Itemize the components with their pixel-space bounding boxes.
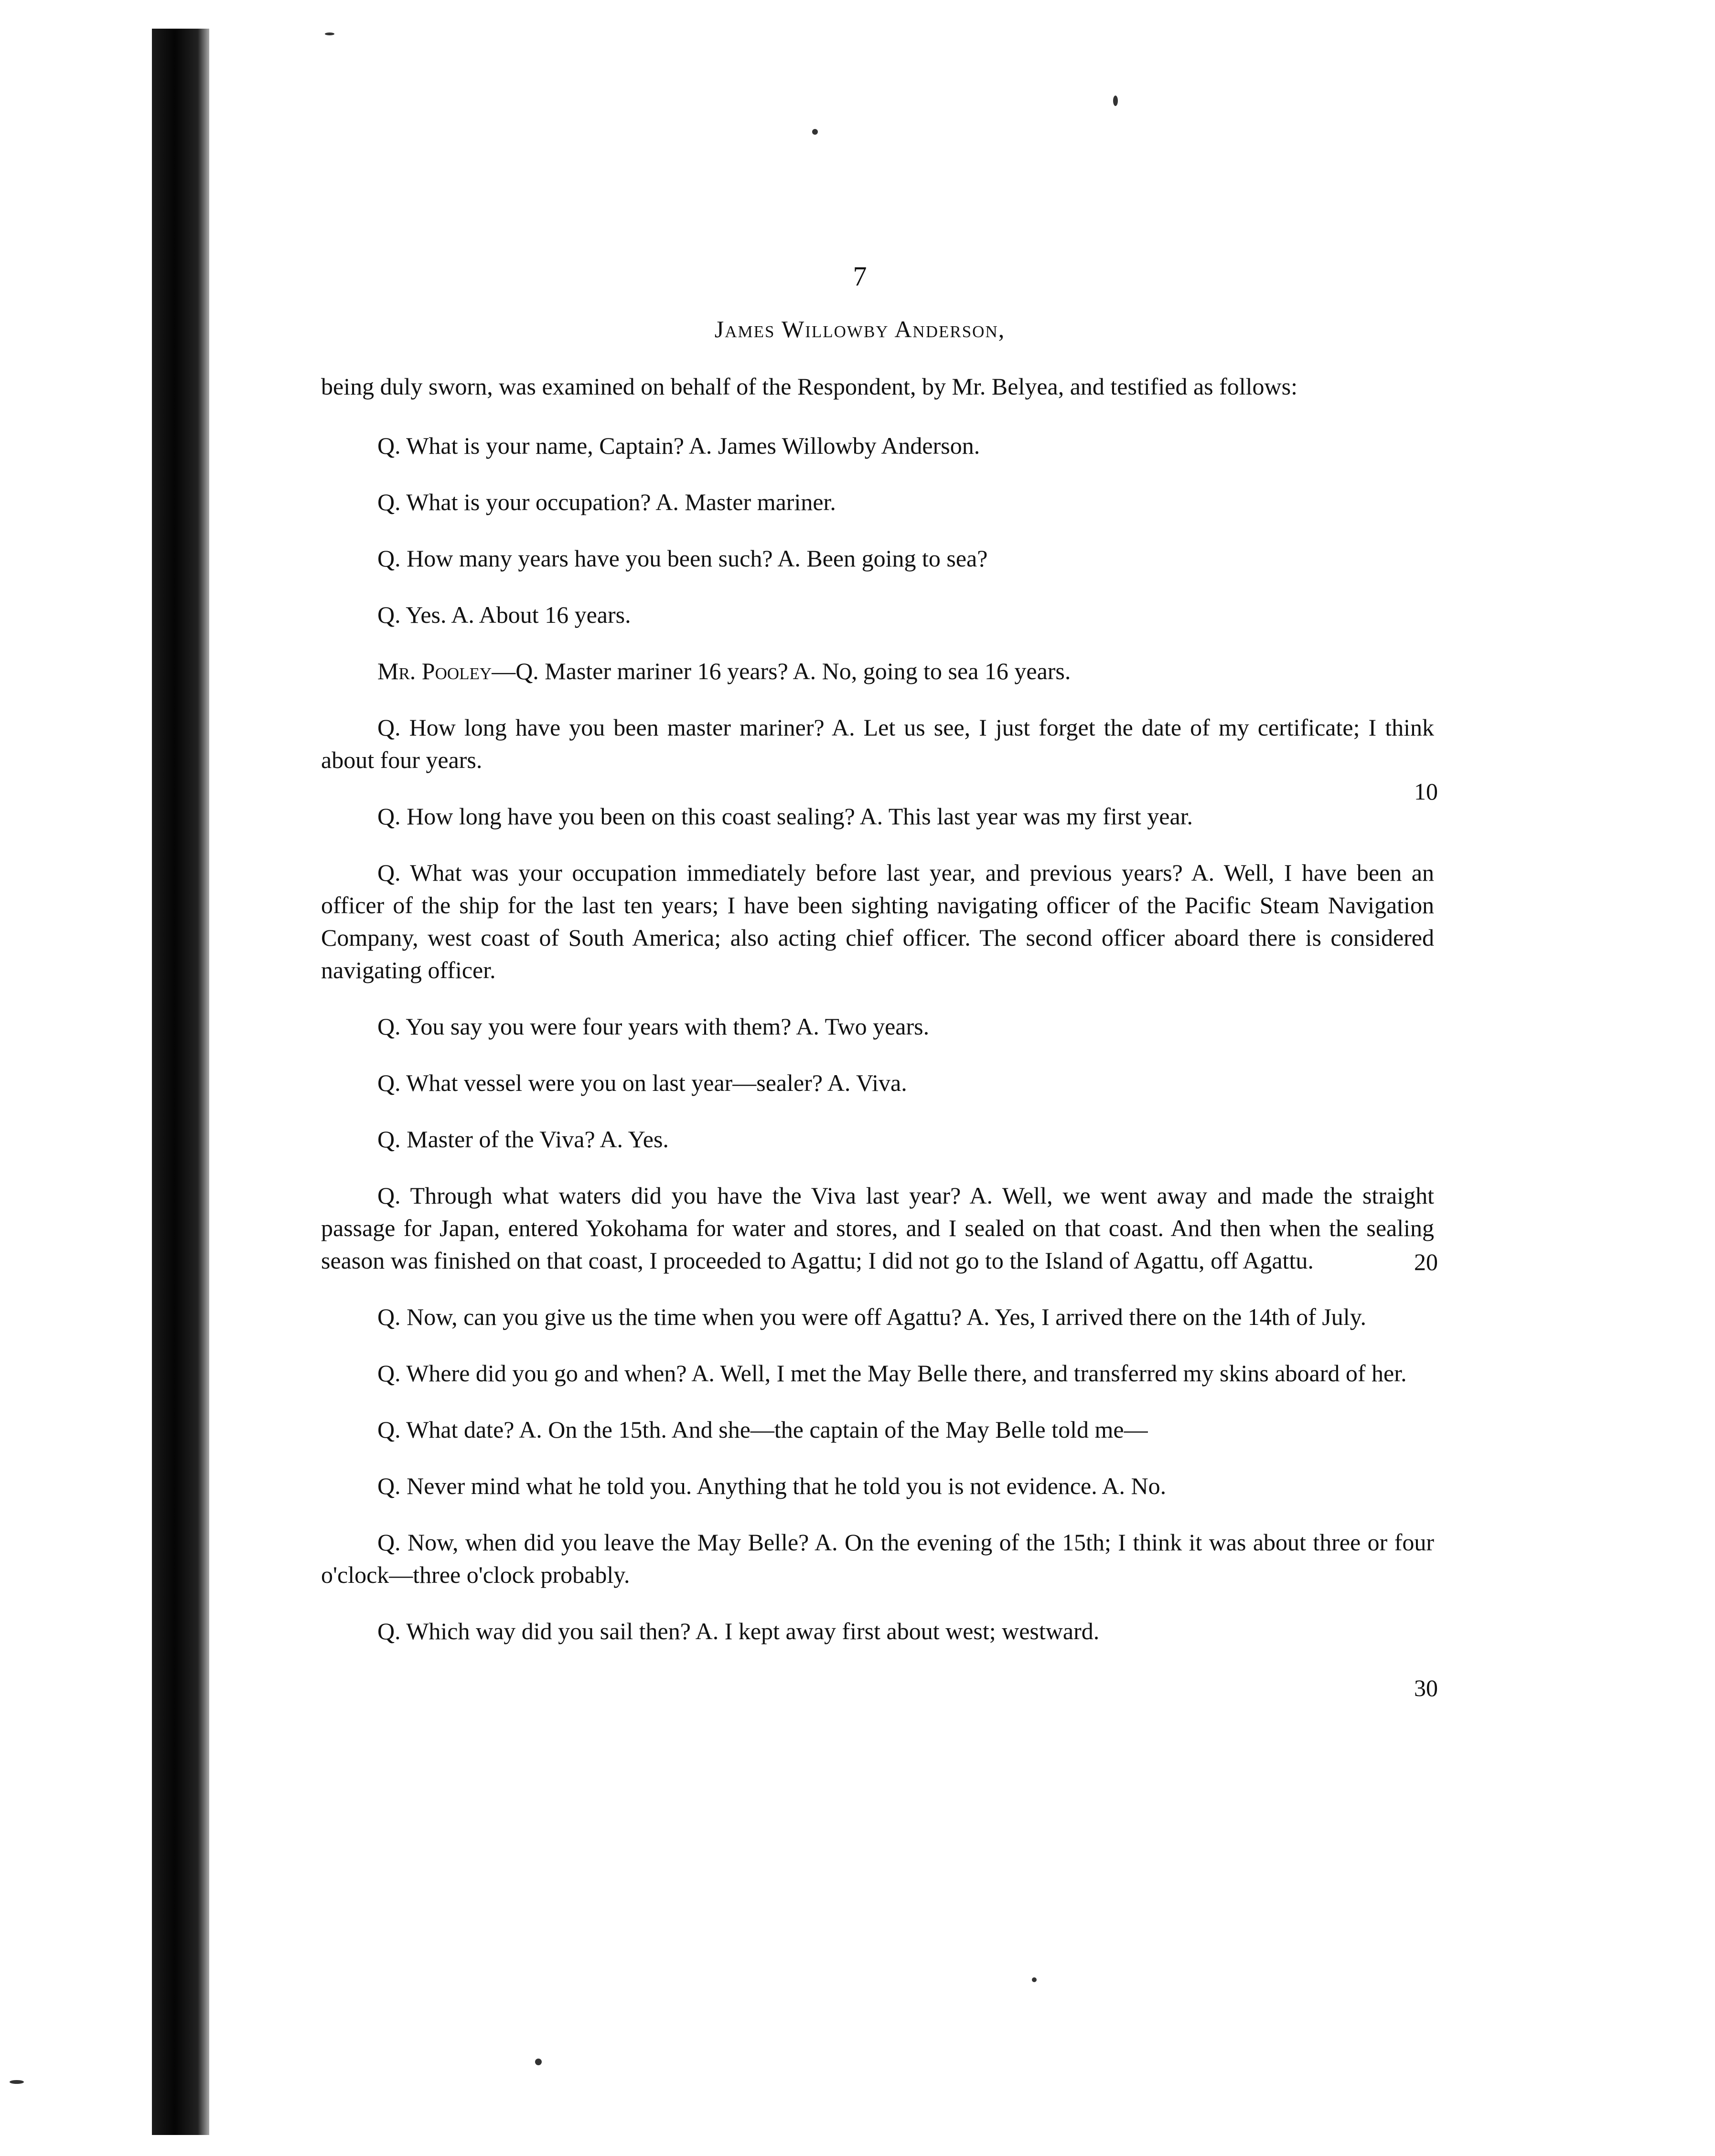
exchange-13-text: Q. Now, can you give us the time when you were off Agattu? A. Yes, I arrived there on the 14th of July. <box>377 1303 1366 1330</box>
scan-speck <box>10 2080 24 2084</box>
scan-speck <box>812 129 818 135</box>
exchange-1 <box>321 429 1434 462</box>
exchange-17 <box>321 1526 1434 1591</box>
exchange-10-text: Q. What vessel were you on last year—sealer? A. Viva. <box>377 1069 907 1096</box>
scan-speck <box>535 2059 542 2065</box>
exchange-10 <box>321 1067 1434 1099</box>
exchange-8-text: Q. What was your occupation immediately before last year, and previous years? A. Well, I have been an officer of the ship for the last ten years; I have been sighting navigating officer of the Pacific Steam Navigation Company, west coast of South America; also acting chief officer. The second officer aboard there is considered navigating officer. <box>321 859 1434 983</box>
exchange-11-text: Q. Master of the Viva? A. Yes. <box>377 1126 669 1153</box>
exchange-16 <box>321 1470 1434 1502</box>
exchange-14 <box>321 1357 1434 1389</box>
exchange-6-text: Q. How long have you been master mariner? A. Let us see, I just forget the date of my certificate; I think about four years. <box>321 714 1434 773</box>
exchange-4 <box>321 598 1434 631</box>
exchange-16-text: Q. Never mind what he told you. Anything that he told you is not evidence. A. No. <box>377 1473 1167 1499</box>
exchange-13 <box>321 1301 1434 1333</box>
exchange-12-text: Q. Through what waters did you have the Viva last year? A. Well, we went away and made the straight passage for Japan, entered Yokohama for water and stores, and I sealed on that coast. And then when the sealing season was finished on that coast, I proceeded to Agattu; I did not go to the Island of Agattu, off Agattu. <box>321 1182 1434 1274</box>
exchange-17-text: Q. Now, when did you leave the May Belle? A. On the evening of the 15th; I think it was about three or four o'clock—three o'clock probably. <box>321 1529 1434 1588</box>
exchange-2-text: Q. What is your occupation? A. Master mariner. <box>377 489 836 515</box>
exchange-1-text: Q. What is your name, Captain? A. James Willowby Anderson. <box>377 432 980 459</box>
scan-speck <box>1032 1977 1037 1982</box>
exchange-18-text: Q. Which way did you sail then? A. I kept away first about west; westward. <box>377 1618 1100 1644</box>
exchange-9-text: Q. You say you were four years with them? A. Two years. <box>377 1013 930 1040</box>
exchange-3 <box>321 542 1434 575</box>
exchange-7 <box>321 800 1434 833</box>
line-number-30: 30 <box>1414 1675 1438 1701</box>
exchange-15-text: Q. What date? A. On the 15th. And she—the captain of the May Belle told me— <box>377 1416 1148 1443</box>
exchange-12 <box>321 1179 1434 1277</box>
exchange-9 <box>321 1010 1434 1043</box>
exchange-14-text: Q. Where did you go and when? A. Well, I met the May Belle there, and transferred my skins aboard of her. <box>377 1360 1407 1387</box>
exchange-2 <box>321 486 1434 518</box>
exchange-18 <box>321 1615 1434 1647</box>
line-number-20: 20 <box>1414 1249 1438 1275</box>
page-number: 7 <box>853 261 867 292</box>
exchange-4-text: Q. Yes. A. About 16 years. <box>377 601 631 628</box>
exchange-7-text: Q. How long have you been on this coast sealing? A. This last year was my first year. <box>377 803 1193 830</box>
witness-name: James Willowby Anderson, <box>714 316 1006 342</box>
exchange-3-text: Q. How many years have you been such? A. Been going to sea? <box>377 545 988 572</box>
binding-edge <box>152 29 209 2135</box>
exchange-5 <box>321 655 1434 687</box>
exchange-8 <box>321 856 1434 986</box>
exchange-11 <box>321 1123 1434 1155</box>
scan-speck <box>325 32 334 35</box>
transcript-body <box>321 370 1434 1671</box>
scan-speck <box>1113 96 1118 106</box>
intro-paragraph: being duly sworn, was examined on behalf of the Respondent, by Mr. Belyea, and testified as follows: <box>321 373 1298 400</box>
line-number-10: 10 <box>1414 778 1438 805</box>
exchange-6 <box>321 711 1434 776</box>
exchange-5-text: Q. Master mariner 16 years? A. No, going to sea 16 years. <box>515 658 1071 684</box>
speaker-label: Mr. Pooley— <box>377 658 516 684</box>
exchange-15 <box>321 1413 1434 1446</box>
